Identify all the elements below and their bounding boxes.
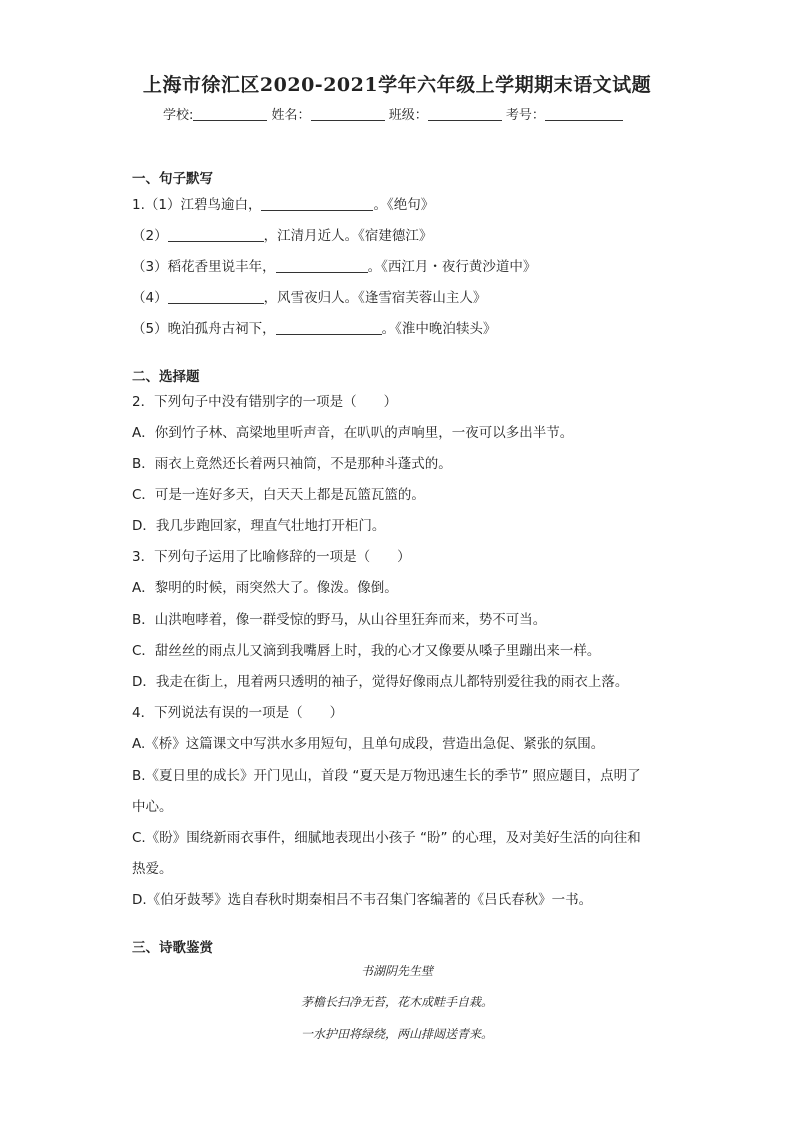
school-blank [193, 107, 267, 121]
question-1-4 [132, 286, 486, 306]
q1-4-blank [168, 290, 264, 304]
q1-2-prompt: （2） [132, 228, 168, 244]
question-1-1 [132, 193, 434, 213]
q3-option-d: D．我走在街上，甩着两只透明的袖子，觉得好像雨点儿都特别爱往我的雨衣上落。 [132, 674, 629, 690]
school-label: 学校: [163, 108, 194, 123]
class-blank [428, 107, 502, 121]
q2-option-a: A．你到竹子林、高梁地里听声音，在叭叭的声响里，一夜可以多出半节。 [132, 425, 574, 441]
q2-option-c: C．可是一连好多天，白天天上都是瓦篮瓦篮的。 [132, 487, 425, 503]
q3-option-a: A．黎明的时候，雨突然大了。像泼。像倒。 [132, 580, 398, 596]
q1-5-blank [276, 321, 382, 335]
q3-option-c: C．甜丝丝的雨点儿又滴到我嘴唇上时，我的心才又像要从嗓子里蹦出来一样。 [132, 643, 601, 659]
q1-5-source: 。《淮中晚泊犊头》 [381, 321, 497, 337]
q2-option-d: D．我几步跑回家，理直气壮地打开柜门。 [132, 518, 386, 534]
section-3-heading: 三、诗歌鉴赏 [132, 940, 213, 956]
q4-option-c-line2: 热爱。 [132, 861, 173, 877]
question-1-5 [132, 317, 496, 337]
question-4: 4．下列说法有误的一项是（ ） [132, 705, 344, 721]
question-1-3 [132, 255, 536, 275]
q1-2-source: ，江清月近人。《宿建德江》 [263, 228, 433, 244]
q3-option-b: B．山洪咆哮着，像一群受惊的野马，从山谷里狂奔而来，势不可当。 [132, 612, 547, 628]
q1-1-blank [261, 197, 373, 211]
number-label: 考号： [505, 108, 545, 123]
q4-option-b-line2: 中心。 [132, 799, 173, 815]
q1-3-blank [276, 259, 368, 273]
question-3: 3．下列句子运用了比喻修辞的一项是（ ） [132, 549, 411, 565]
student-info-row [163, 104, 623, 123]
section-2-heading: 二、选择题 [132, 369, 200, 385]
q1-1-prompt: 1.（1）江碧鸟逾白， [132, 197, 262, 213]
q1-4-source: ，风雪夜归人。《逢雪宿芙蓉山主人》 [263, 290, 487, 306]
q1-5-prompt: （5）晚泊孤舟古祠下， [132, 321, 276, 337]
question-1-2 [132, 224, 432, 244]
q4-option-a: A.《桥》这篇课文中写洪水多用短句，且单句成段，营造出急促、紧张的氛围。 [132, 736, 605, 752]
q1-1-source: 。《绝句》 [373, 197, 435, 213]
q1-3-source: 。《西江月・夜行黄沙道中》 [367, 259, 537, 275]
q2-option-b: B．雨衣上竟然还长着两只袖筒，不是那种斗蓬式的。 [132, 456, 452, 472]
section-1-heading: 一、句子默写 [132, 171, 213, 187]
q1-2-blank [168, 228, 264, 242]
q4-option-d: D.《伯牙鼓琴》选自春秋时期秦相吕不韦召集门客编著的《吕氏春秋》一书。 [132, 892, 593, 908]
poem-line-2: 一水护田将绿绕，两山排闼送青来。 [300, 1027, 493, 1041]
number-blank [545, 107, 623, 121]
q1-4-prompt: （4） [132, 290, 168, 306]
name-label: 姓名： [271, 108, 311, 123]
poem-line-1: 茅檐长扫净无苔，花木成畦手自栽。 [300, 995, 493, 1009]
question-2: 2．下列句子中没有错别字的一项是（ ） [132, 394, 398, 410]
class-label: 班级： [388, 108, 428, 123]
page-title: 上海市徐汇区2020-2021学年六年级上学期期末语文试题 [142, 74, 652, 96]
q1-3-prompt: （3）稻花香里说丰年， [132, 259, 276, 275]
q4-option-b-line1: B.《夏日里的成长》开门见山，首段 “夏天是万物迅速生长的季节” 照应题目，点明了 [132, 768, 641, 784]
poem-title: 书湖阴先生壁 [360, 964, 433, 978]
name-blank [311, 107, 385, 121]
q4-option-c-line1: C.《盼》围绕新雨衣事件，细腻地表现出小孩子 “盼” 的心理，及对美好生活的向往和 [132, 830, 641, 846]
